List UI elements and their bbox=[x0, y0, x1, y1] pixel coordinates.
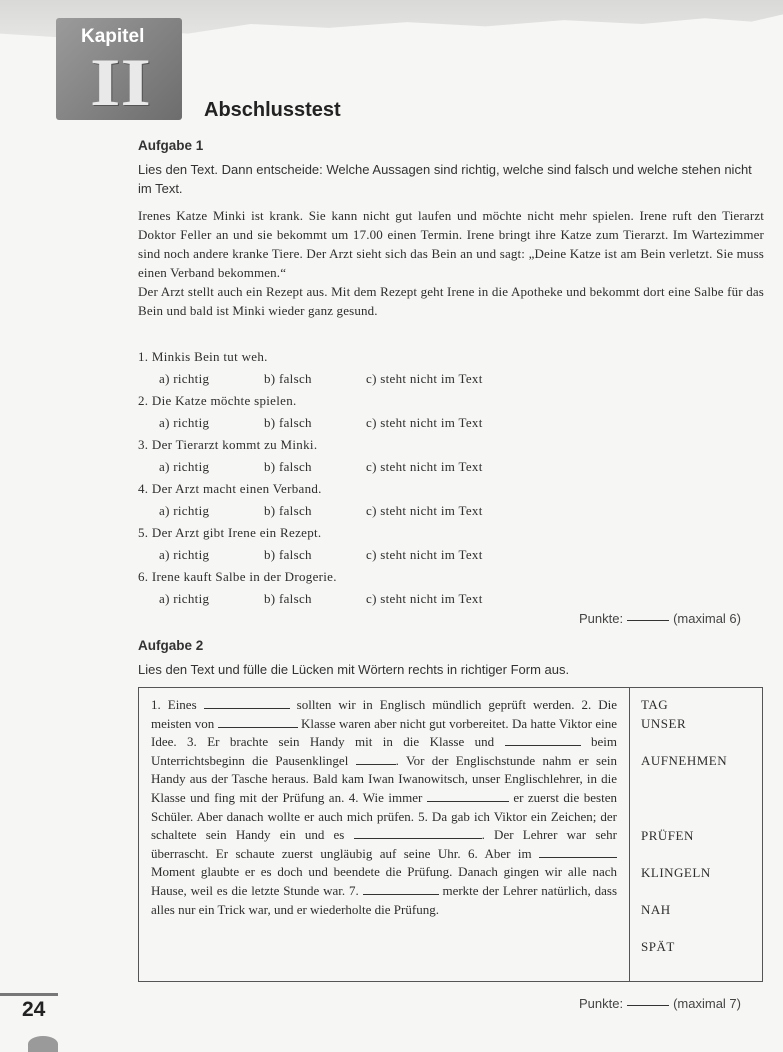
option-b[interactable]: b) falsch bbox=[264, 547, 312, 562]
score-max: (maximal 6) bbox=[673, 611, 741, 626]
question-text: 3. Der Tierarzt kommt zu Minki. bbox=[138, 437, 318, 452]
option-a[interactable]: a) richtig bbox=[159, 547, 210, 562]
task1-instruction: Lies den Text. Dann entscheide: Welche Aussagen sind richtig, welche sind falsch und welche stehen nicht im Text. bbox=[138, 162, 752, 196]
gap-blank-1[interactable] bbox=[204, 696, 290, 709]
question-text: 6. Irene kauft Salbe in der Drogerie. bbox=[138, 569, 337, 584]
question-item bbox=[138, 481, 638, 525]
word-hint: AUFNEHMEN bbox=[641, 753, 728, 768]
text-segment: . Der Lehrer war sehr überrascht. Er schaute zuerst ungläubig auf seine Uhr. 6. Aber im bbox=[151, 827, 617, 861]
question-text: 2. Die Katze möchte spielen. bbox=[138, 393, 297, 408]
gap-blank-4[interactable] bbox=[356, 752, 396, 765]
score-blank[interactable] bbox=[627, 620, 669, 621]
gap-blank-5[interactable] bbox=[427, 789, 509, 802]
page-corner-decoration bbox=[28, 1036, 58, 1052]
task1-reading-text bbox=[138, 206, 764, 320]
page-number: 24 bbox=[22, 998, 46, 1021]
option-c[interactable]: c) steht nicht im Text bbox=[366, 503, 483, 518]
question-text: 1. Minkis Bein tut weh. bbox=[138, 349, 268, 364]
gap-blank-6[interactable] bbox=[354, 826, 482, 839]
question-item bbox=[138, 437, 638, 481]
word-hint: NAH bbox=[641, 902, 671, 917]
option-c[interactable]: c) steht nicht im Text bbox=[366, 371, 483, 386]
word-hint: UNSER bbox=[641, 716, 687, 731]
word-hint: KLINGELN bbox=[641, 865, 711, 880]
task2-score bbox=[579, 996, 741, 1011]
text-segment: 1. Eines bbox=[151, 697, 197, 712]
task2-instruction: Lies den Text und fülle die Lücken mit Wörtern rechts in richtiger Form aus. bbox=[138, 662, 570, 677]
option-b[interactable]: b) falsch bbox=[264, 591, 312, 606]
word-hint: TAG bbox=[641, 697, 669, 712]
gap-fill-box bbox=[138, 687, 763, 982]
option-c[interactable]: c) steht nicht im Text bbox=[366, 459, 483, 474]
gap-blank-3[interactable] bbox=[505, 733, 581, 746]
option-c[interactable]: c) steht nicht im Text bbox=[366, 415, 483, 430]
gap-blank-8[interactable] bbox=[363, 882, 439, 895]
page-number-rule bbox=[0, 993, 58, 996]
option-c[interactable]: c) steht nicht im Text bbox=[366, 547, 483, 562]
gap-blank-2[interactable] bbox=[218, 715, 298, 728]
chapter-label: Kapitel bbox=[81, 26, 145, 47]
task1-paragraph: Irenes Katze Minki ist krank. Sie kann nicht gut laufen und möchte nicht mehr spielen. Irene ruft den Tierarzt Doktor Feller an und sie bekommt um 17.00 einen Termin. Irene bringt ihre Katze zum Tierarzt. Im Wartezimmer sind noch andere kranke Tiere. Der Arzt sieht sich das Bein an und sagt: „Deine Katze ist am Bein verletzt. Sie muss einen Verband bekommen.“ bbox=[138, 208, 764, 280]
option-a[interactable]: a) richtig bbox=[159, 503, 210, 518]
score-max: (maximal 7) bbox=[673, 996, 741, 1011]
word-hint: PRÜFEN bbox=[641, 828, 694, 843]
score-blank[interactable] bbox=[627, 1005, 669, 1006]
column-divider bbox=[629, 688, 630, 981]
text-segment: er zuerst die besten Schüler. Aber danach wollte er auch mich prüfen. 5. Da gab ich Viktor ein Zeichen; der schaltete sein Handy ein und es bbox=[151, 789, 618, 843]
question-text: 4. Der Arzt macht einen Verband. bbox=[138, 481, 322, 496]
option-c[interactable]: c) steht nicht im Text bbox=[366, 591, 483, 606]
gap-fill-text bbox=[151, 696, 617, 919]
option-b[interactable]: b) falsch bbox=[264, 503, 312, 518]
question-text: 5. Der Arzt gibt Irene ein Rezept. bbox=[138, 525, 322, 540]
text-segment: sollten wir in Englisch mündlich geprüft werden. 2. Die meisten von bbox=[151, 697, 618, 731]
task2-heading: Aufgabe 2 bbox=[138, 638, 204, 653]
text-segment: Klasse waren aber nicht gut vorbereitet. Da hatte Viktor eine Idee. 3. Er brachte sein Handy mit in die Klasse und bbox=[151, 715, 617, 750]
option-b[interactable]: b) falsch bbox=[264, 371, 312, 386]
task1-heading: Aufgabe 1 bbox=[138, 138, 204, 153]
score-label: Punkte: bbox=[579, 611, 624, 626]
text-segment: merkte der Lehrer natürlich, dass alles nur ein Trick war, und er wiederholte die Prüfung. bbox=[151, 882, 617, 917]
chapter-number: II bbox=[90, 44, 151, 120]
option-a[interactable]: a) richtig bbox=[159, 459, 210, 474]
question-item bbox=[138, 525, 638, 569]
question-item bbox=[138, 393, 638, 437]
option-b[interactable]: b) falsch bbox=[264, 459, 312, 474]
option-a[interactable]: a) richtig bbox=[159, 371, 210, 386]
text-segment: beim Unterrichtsbeginn die Pausenklingel bbox=[151, 734, 617, 768]
task1-paragraph: Der Arzt stellt auch ein Rezept aus. Mit dem Rezept geht Irene in die Apotheke und bekommt dort eine Salbe für das Bein und bald ist Minki wieder ganz gesund. bbox=[138, 284, 764, 318]
option-b[interactable]: b) falsch bbox=[264, 415, 312, 430]
chapter-badge bbox=[56, 18, 182, 120]
question-item bbox=[138, 349, 638, 393]
text-segment: . Vor der Englischstunde nahm er sein Handy aus der Tasche heraus. Bald kam Iwan Iwanowitsch, unser Englischlehrer, in die Klasse und fing mit der Prüfung an. 4. Wie immer bbox=[151, 752, 618, 805]
word-hint: SPÄT bbox=[641, 939, 675, 954]
task1-questions bbox=[138, 349, 638, 613]
gap-blank-7[interactable] bbox=[539, 845, 617, 858]
task1-score bbox=[579, 611, 741, 626]
text-segment: Moment glaubte er es doch und beendete die Prüfung. Danach gingen wir alle nach Hause, weil es die letzte Stunde war. 7. bbox=[151, 864, 617, 898]
option-a[interactable]: a) richtig bbox=[159, 415, 210, 430]
score-label: Punkte: bbox=[579, 996, 624, 1011]
question-item bbox=[138, 569, 638, 613]
page-title: Abschlusstest bbox=[204, 99, 341, 121]
option-a[interactable]: a) richtig bbox=[159, 591, 210, 606]
